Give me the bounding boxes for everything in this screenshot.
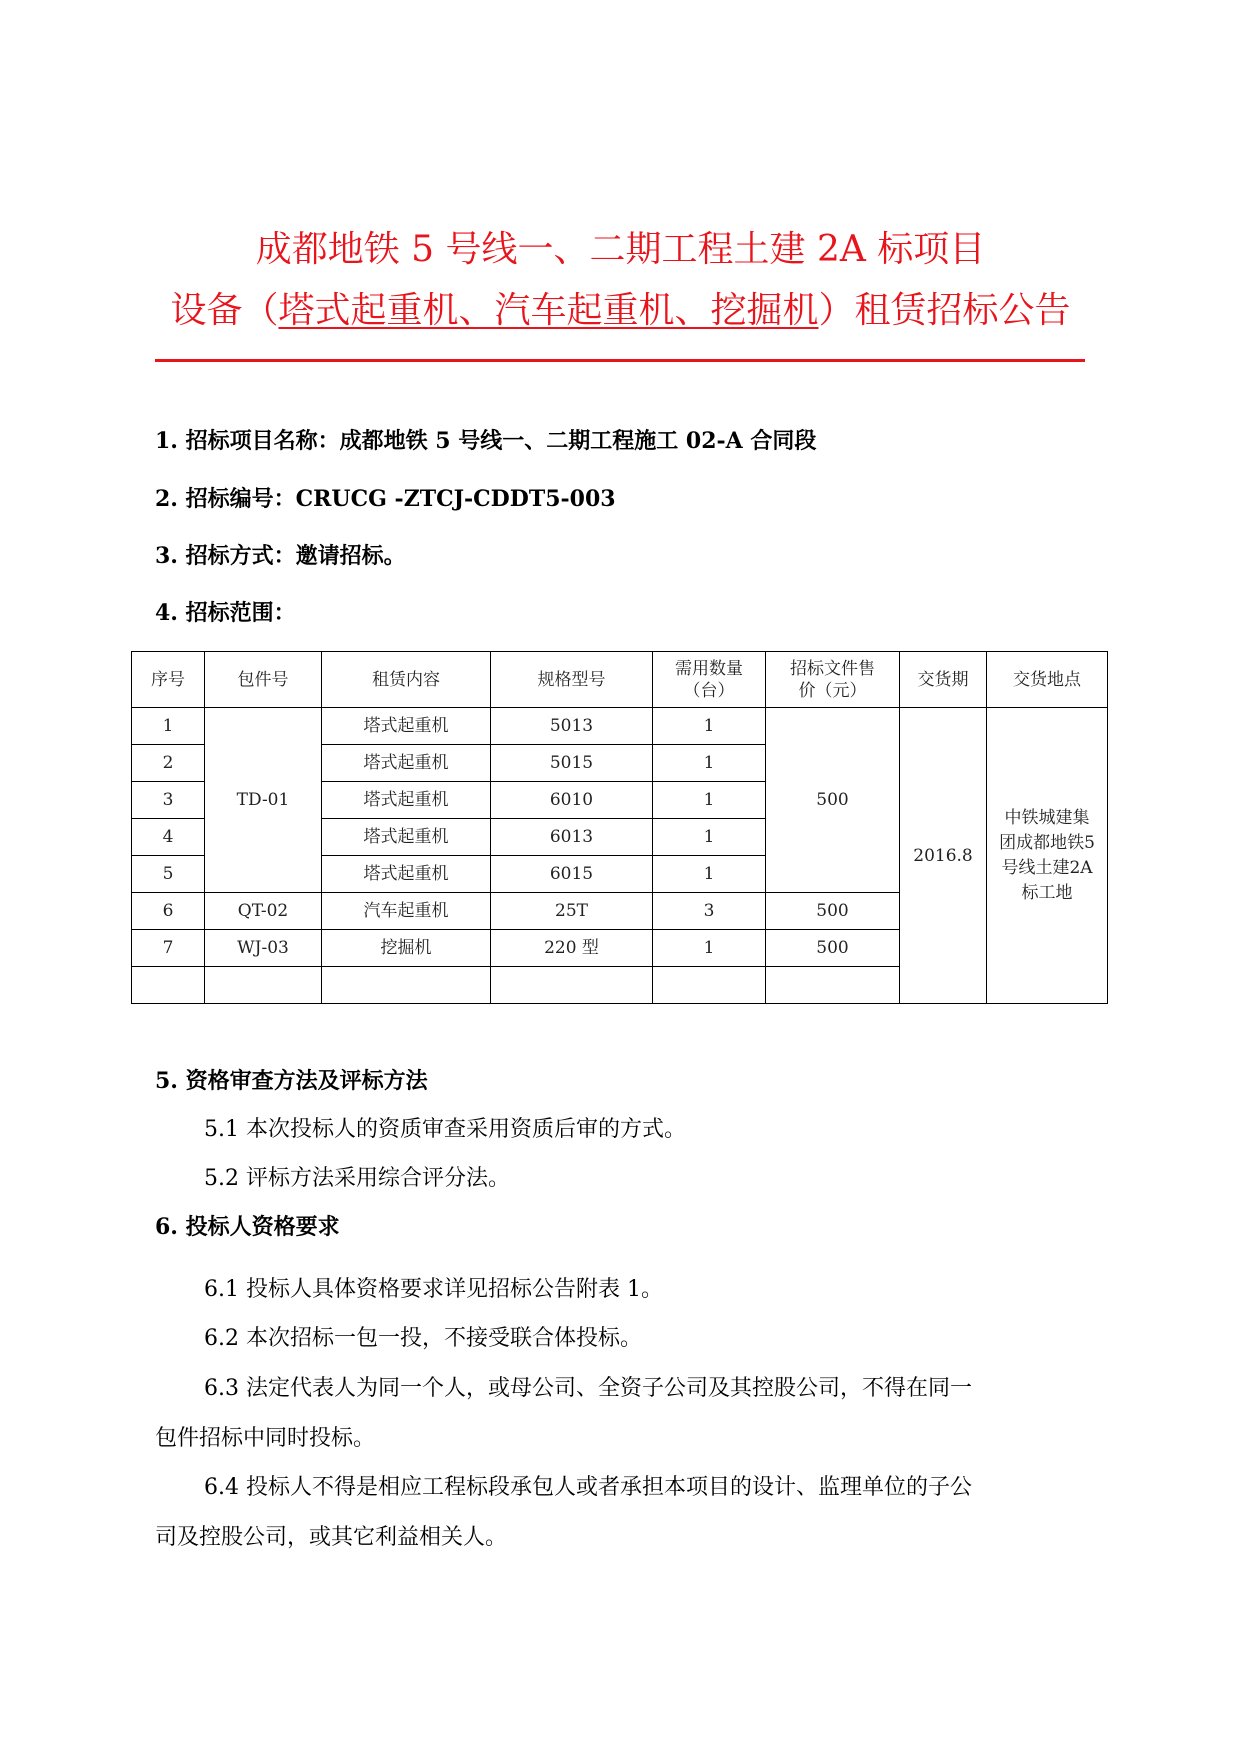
cell-seq: 6 <box>132 893 205 930</box>
paragraph-5-1: 5.1 本次投标人的资质审查采用资质后审的方式。 <box>204 1117 686 1142</box>
cell-package: WJ-03 <box>205 930 322 967</box>
notice-title-line1: 成都地铁 5 号线一、二期工程土建 2A 标项目 <box>255 229 986 270</box>
cell-spec: 6010 <box>491 782 653 819</box>
cell-seq: 3 <box>132 782 205 819</box>
cell-qty: 1 <box>653 819 766 856</box>
cell-seq: 1 <box>132 708 205 745</box>
section-qualification: 6. 投标人资格要求 <box>155 1214 340 1240</box>
table-header-row <box>132 652 1108 708</box>
header-qty <box>653 652 766 708</box>
title-equipment-list: 塔式起重机、汽车起重机、挖掘机 <box>278 290 819 331</box>
title-suffix: ）租赁招标公告 <box>818 290 1071 331</box>
cell-content: 挖掘机 <box>322 930 491 967</box>
cell-spec: 5015 <box>491 745 653 782</box>
cell-qty: 1 <box>653 708 766 745</box>
cell-package-td01: TD-01 <box>205 708 322 893</box>
header-price <box>766 652 900 708</box>
cell-qty: 1 <box>653 745 766 782</box>
cell-content: 塔式起重机 <box>322 819 491 856</box>
section-bid-method: 3. 招标方式：邀请招标。 <box>155 543 406 569</box>
cell-delivery-date: 2016.8 <box>900 708 987 1004</box>
section-bid-scope: 4. 招标范围： <box>155 600 296 626</box>
header-content: 租赁内容 <box>322 652 491 708</box>
section-project-name: 1. 招标项目名称：成都地铁 5 号线一、二期工程施工 02-A 合同段 <box>155 428 817 454</box>
header-qty-line2: （台） <box>683 680 735 701</box>
header-qty-line1: 需用数量 <box>675 658 743 679</box>
paragraph-6-1: 6.1 投标人具体资格要求详见招标公告附表 1。 <box>204 1277 663 1302</box>
cell-empty <box>653 967 766 1004</box>
cell-content: 塔式起重机 <box>322 782 491 819</box>
cell-empty <box>766 967 900 1004</box>
title-divider <box>155 359 1085 362</box>
header-price-line1: 招标文件售 <box>790 658 875 679</box>
cell-price: 500 <box>766 893 900 930</box>
cell-price-td01: 500 <box>766 708 900 893</box>
cell-empty <box>491 967 653 1004</box>
cell-qty: 1 <box>653 856 766 893</box>
paragraph-6-4-line2: 司及控股公司，或其它利益相关人。 <box>155 1525 508 1550</box>
header-spec: 规格型号 <box>491 652 653 708</box>
header-price-line2: 价（元） <box>798 680 867 701</box>
cell-price: 500 <box>766 930 900 967</box>
cell-qty: 1 <box>653 930 766 967</box>
section-evaluation: 5. 资格审查方法及评标方法 <box>155 1068 428 1094</box>
cell-spec: 220 型 <box>491 930 653 967</box>
cell-qty: 1 <box>653 782 766 819</box>
cell-spec: 6015 <box>491 856 653 893</box>
cell-seq: 7 <box>132 930 205 967</box>
paragraph-6-4-line1: 6.4 投标人不得是相应工程标段承包人或者承担本项目的设计、监理单位的子公 <box>204 1475 972 1500</box>
cell-content: 汽车起重机 <box>322 893 491 930</box>
header-place: 交货地点 <box>987 652 1108 708</box>
cell-package: QT-02 <box>205 893 322 930</box>
cell-content: 塔式起重机 <box>322 856 491 893</box>
cell-seq: 2 <box>132 745 205 782</box>
cell-spec: 25T <box>491 893 653 930</box>
cell-empty <box>205 967 322 1004</box>
paragraph-6-3-line1: 6.3 法定代表人为同一个人，或母公司、全资子公司及其控股公司，不得在同一 <box>204 1376 972 1401</box>
title-prefix: 设备（ <box>170 290 279 331</box>
cell-delivery-place: 中铁城建集团成都地铁5 号线土建2A 标工地 <box>987 708 1108 1004</box>
bid-scope-table <box>131 651 1108 1004</box>
cell-empty <box>322 967 491 1004</box>
cell-content: 塔式起重机 <box>322 708 491 745</box>
cell-seq: 5 <box>132 856 205 893</box>
notice-title-line2 <box>0 289 1241 333</box>
cell-spec: 5013 <box>491 708 653 745</box>
paragraph-6-3-line2: 包件招标中同时投标。 <box>155 1426 376 1451</box>
header-delivery: 交货期 <box>900 652 987 708</box>
cell-qty: 3 <box>653 893 766 930</box>
cell-empty <box>132 967 205 1004</box>
section-bid-number: 2. 招标编号：CRUCG -ZTCJ-CDDT5-003 <box>155 486 616 512</box>
header-seq: 序号 <box>132 652 205 708</box>
table-row <box>132 708 1108 745</box>
paragraph-5-2: 5.2 评标方法采用综合评分法。 <box>204 1166 510 1191</box>
header-package: 包件号 <box>205 652 322 708</box>
cell-spec: 6013 <box>491 819 653 856</box>
cell-seq: 4 <box>132 819 205 856</box>
cell-content: 塔式起重机 <box>322 745 491 782</box>
paragraph-6-2: 6.2 本次招标一包一投，不接受联合体投标。 <box>204 1326 642 1351</box>
